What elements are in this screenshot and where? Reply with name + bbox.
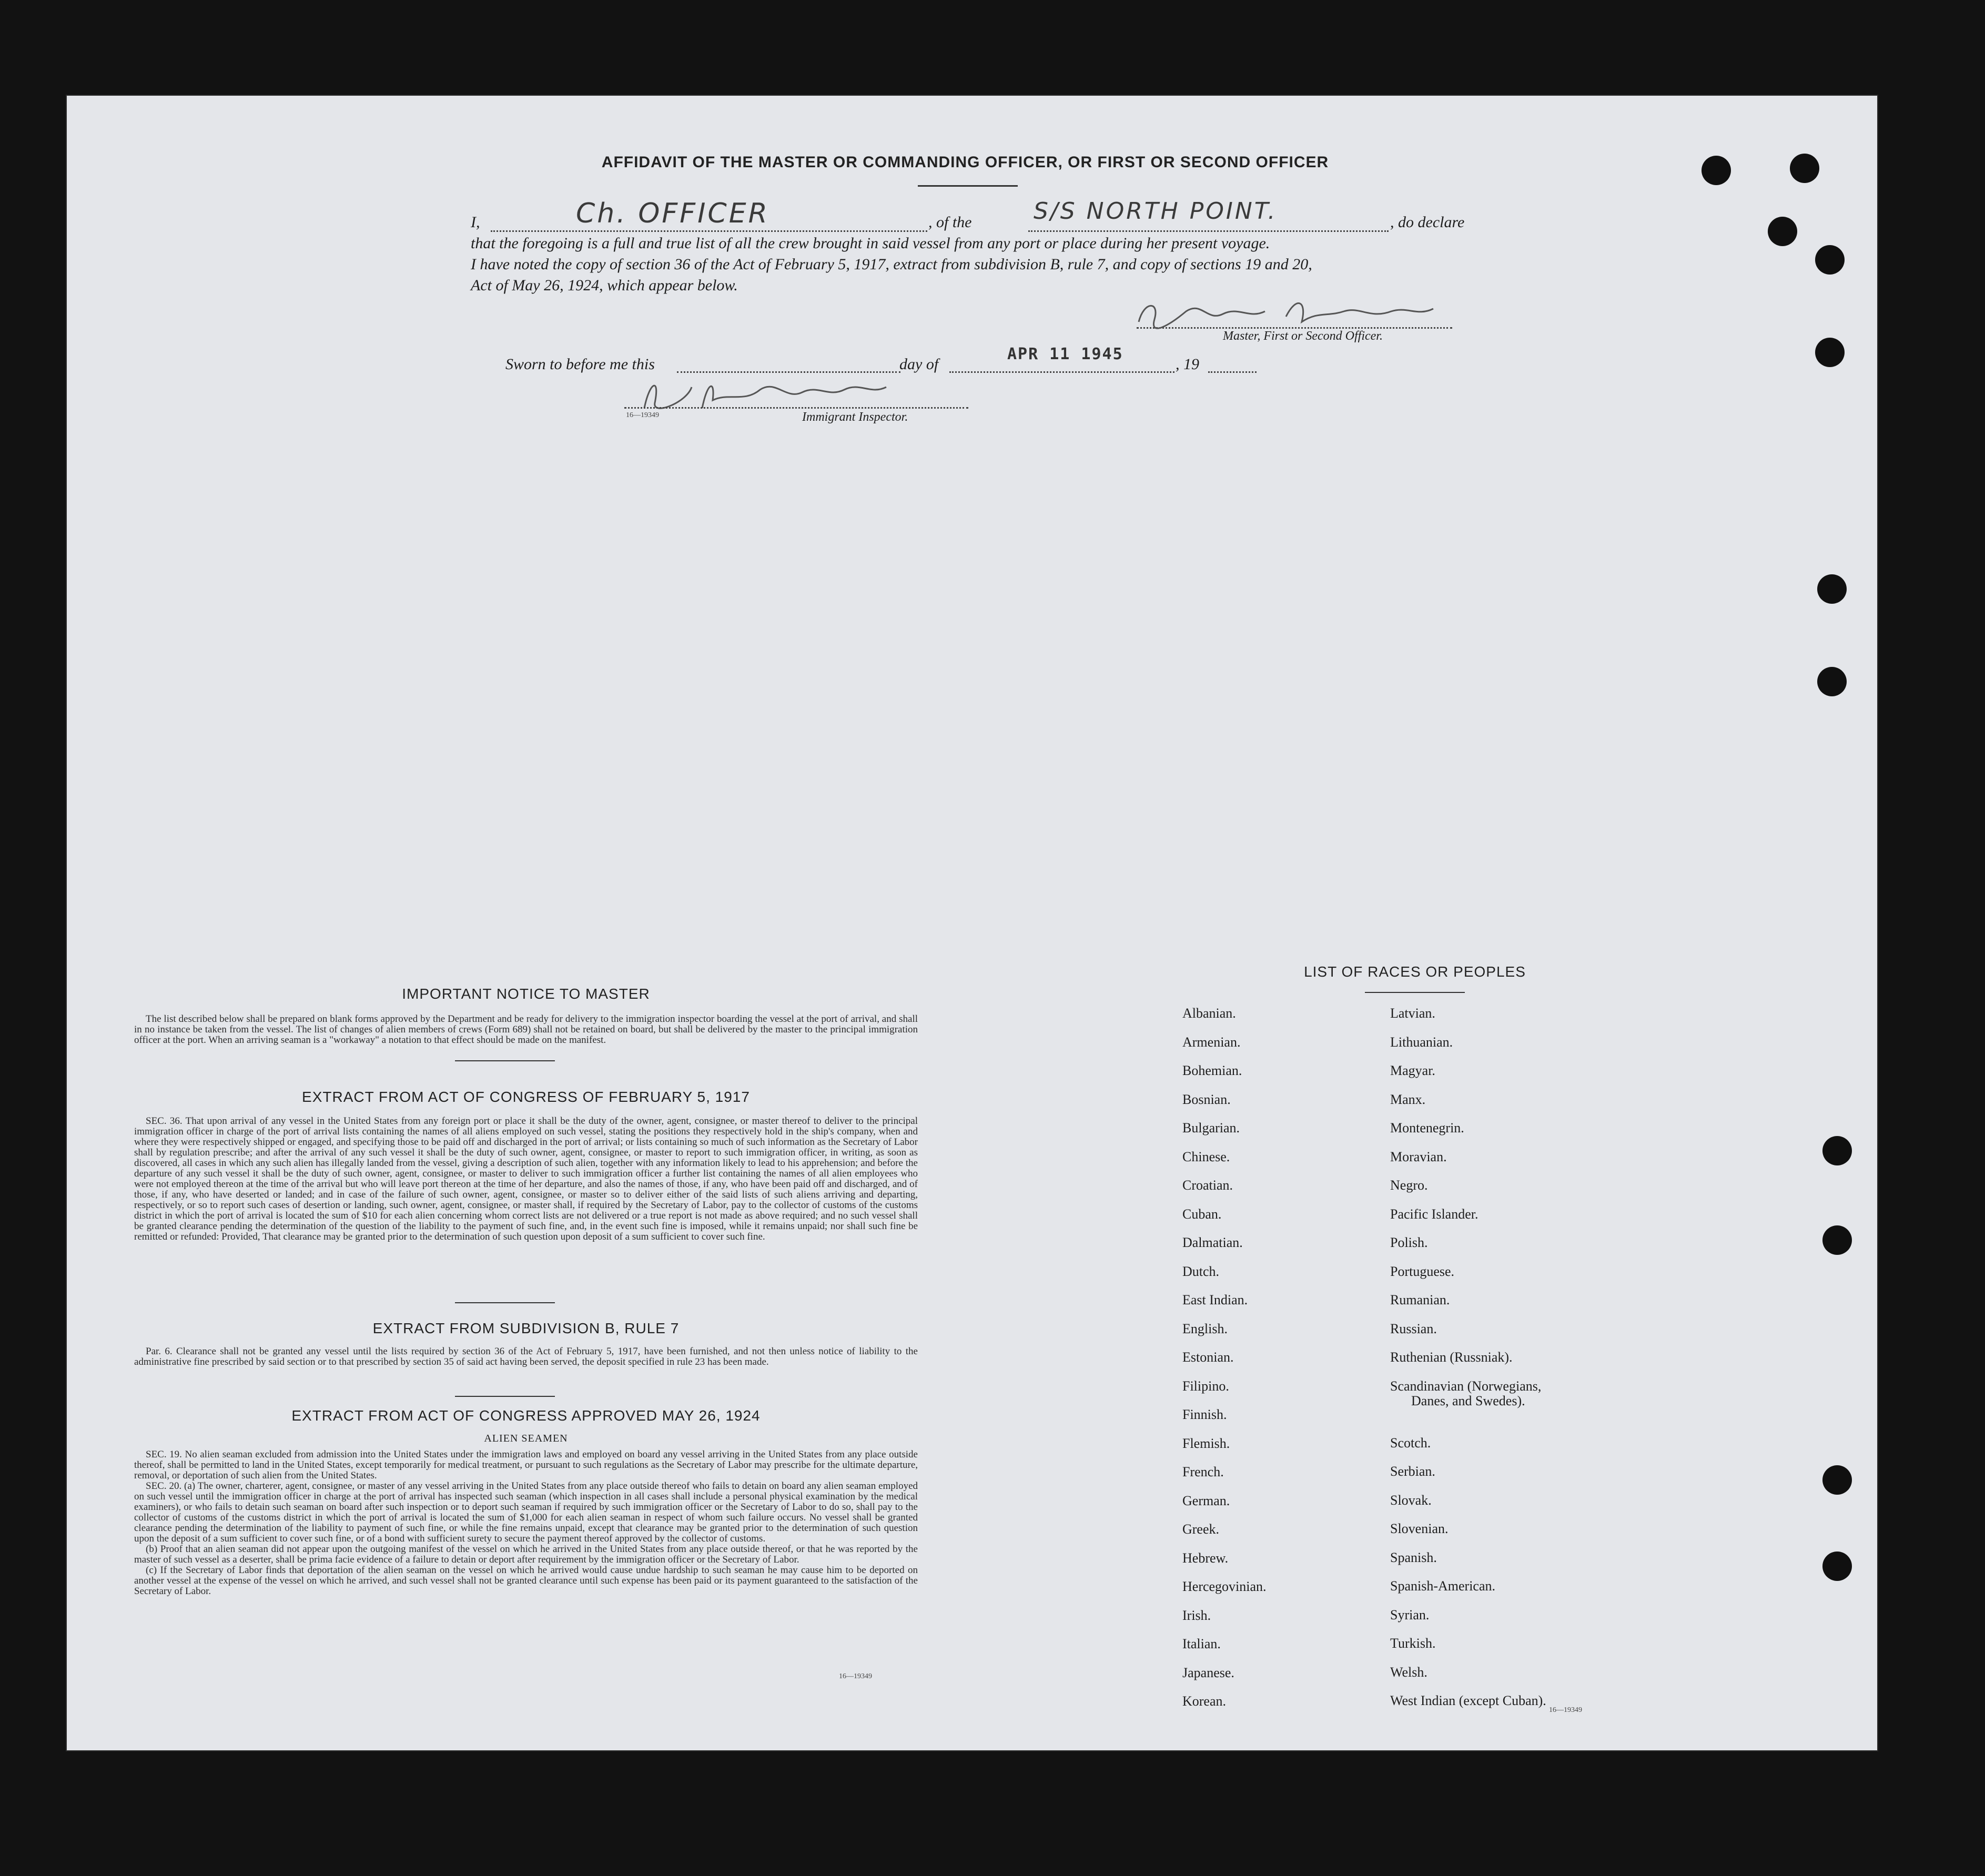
vessel-line <box>1028 230 1389 232</box>
races-form-number: 16—19349 <box>1549 1706 1582 1714</box>
inspector-caption: Immigrant Inspector. <box>802 410 908 424</box>
race-item: Finnish. <box>1182 1407 1227 1422</box>
rule-7-paragraph: Par. 6. Clearance shall not be granted any vessel until the lists required by section 36 of the Act of February 5, 1917, have been furnished, and not then unless notice of liability to the administrative fine prescribed by said section or to that prescribed by section 35 of said act having been served, the deposit specified in rule 23 has been made. <box>134 1346 918 1367</box>
section-20a-paragraph: SEC. 20. (a) The owner, charterer, agent, consignee, or master of any vessel arriving in the United States from any place outside thereof who fails to detain on board any alien seaman employed on such vessel until the immigration officer in charge at the port of arrival has inspected such seaman (which inspection in all cases shall include a personal physical examination by the medical examiners), or who fails to detain such seaman on board after such inspection or to deport such seaman if required by such immigration officer or the Secretary of Labor to do so, shall pay to the collector of customs of the customs district in which the port of arrival is located the sum of $1,000 for each alien seaman in respect of whom such failure occurs. No vessel shall be granted clearance pending the determination of the liability to payment of such fine, or while the fine remains unpaid, except that clearance may be granted prior to the determination of such question upon the deposit of a sum sufficient to cover such fine, or of a bond with sufficient surety to secure the payment thereof approved by the collector of customs. <box>134 1480 918 1544</box>
race-item: French. <box>1182 1464 1224 1479</box>
race-item: Ruthenian (Russniak). <box>1390 1350 1513 1365</box>
race-item: Bosnian. <box>1182 1091 1231 1107</box>
race-item: Serbian. <box>1390 1464 1435 1479</box>
race-item: Croatian. <box>1182 1178 1233 1193</box>
punch-hole <box>1815 245 1845 275</box>
race-item: Spanish. <box>1390 1549 1437 1565</box>
race-item: East Indian. <box>1182 1292 1248 1307</box>
race-item: Estonian. <box>1182 1350 1234 1365</box>
master-caption: Master, First or Second Officer. <box>1223 329 1383 343</box>
extract-1917-text <box>134 1116 918 1242</box>
alien-seamen-subtitle: ALIEN SEAMEN <box>484 1433 568 1444</box>
race-item: Irish. <box>1182 1607 1211 1623</box>
race-item: Magyar. <box>1390 1063 1435 1078</box>
race-item: Bohemian. <box>1182 1063 1242 1078</box>
races-title: LIST OF RACES OR PEOPLES <box>1304 964 1526 980</box>
race-item: Italian. <box>1182 1636 1221 1651</box>
affidavit-line-3: I have noted the copy of section 36 of the Act of February 5, 1917, extract from subdivision B, rule 7, and copy of sections 19 and 20, <box>471 256 1312 273</box>
punch-hole <box>1822 1465 1852 1495</box>
divider <box>455 1060 555 1061</box>
race-item-line: Scandinavian (Norwegians, <box>1390 1378 1542 1394</box>
race-item: Cuban. <box>1182 1206 1222 1222</box>
race-item: Manx. <box>1390 1091 1426 1107</box>
affidavit-line-4: Act of May 26, 1924, which appear below. <box>471 277 738 294</box>
race-item: Armenian. <box>1182 1034 1241 1050</box>
race-item: German. <box>1182 1493 1230 1508</box>
extract-rule-7-title: EXTRACT FROM SUBDIVISION B, RULE 7 <box>372 1320 680 1336</box>
race-item: Flemish. <box>1182 1435 1230 1451</box>
year-line <box>1208 371 1257 373</box>
year-label: , 19 <box>1176 356 1199 373</box>
extract-rule-7-text <box>134 1346 918 1367</box>
race-item-line: Danes, and Swedes). <box>1411 1393 1525 1408</box>
punch-hole <box>1790 154 1819 183</box>
punch-hole <box>1822 1225 1852 1255</box>
punch-hole <box>1817 667 1847 696</box>
race-item: Hebrew. <box>1182 1550 1229 1566</box>
vessel-name-handwritten: S/S NORTH POINT. <box>1034 198 1278 225</box>
divider <box>918 185 1018 187</box>
sworn-month-line <box>949 371 1174 373</box>
race-item: Rumanian. <box>1390 1292 1450 1307</box>
divider <box>455 1302 555 1303</box>
race-item: Lithuanian. <box>1390 1034 1453 1050</box>
race-item: Latvian. <box>1390 1006 1435 1021</box>
race-item: Scotch. <box>1390 1435 1431 1451</box>
race-item: Turkish. <box>1390 1636 1436 1651</box>
races-right-column <box>1390 999 1653 1716</box>
race-item: Negro. <box>1390 1178 1428 1193</box>
of-the-label: , of the <box>928 214 972 231</box>
race-item: Syrian. <box>1390 1607 1430 1623</box>
master-signature <box>1128 296 1444 332</box>
divider <box>455 1396 555 1397</box>
race-item: Chinese. <box>1182 1149 1230 1164</box>
do-declare-label: , do declare <box>1390 214 1465 231</box>
section-36-paragraph: SEC. 36. That upon arrival of any vessel in the United States from any foreign port or place it shall be the duty of the owner, agent, consignee, or master thereof to deliver to the principal immigration officer in charge of the port of arrival lists containing the names of all aliens employed on such vessel, stating the positions they respectively hold in the ship's company, when and where they were respectively shipped or engaged, and specifying those to be paid off and discharged in the port of arrival; or lists containing so much of such information as the Secretary of Labor shall by regulation prescribe; and after the arrival of any such vessel it shall be the duty of such owner, agent, consignee, or master to report to such immigration officer, in writing, as soon as discovered, all cases in which any such alien has illegally landed from the vessel, giving a description of such alien, together with any information likely to lead to his apprehension; and before the departure of any such vessel it shall be the duty of such owner, agent, consignee, or master to deliver to such immigration officer a further list containing the names of all alien employees who were not employed thereon at the time of the arrival but who will leave port thereon at the time of her departure, and also the names of those, if any, who have been paid off and discharged, and of those, if any, who have deserted or landed; and in case of the failure of such owner, agent, consignee, or master so to deliver either of the said lists of such aliens arriving and departing, respectively, or so to report such cases of desertion or landing, such owner, agent, consignee, or master shall, if required by the Secretary of Labor, pay to the collector of customs of the customs district in which the port of arrival is located the sum of $10 for each alien concerning whom correct lists are not delivered or a true report is not made as above required; and no such vessel shall be granted clearance pending the determination of the question of the liability to the payment of such fine, and, in the event such fine is imposed, while it remains unpaid; nor shall such fine be remitted or refunded: Provided, That clearance may be granted prior to the determination of such question upon deposit of a sum sufficient to cover such fine. <box>134 1116 918 1242</box>
notice-form-number: 16—19349 <box>839 1672 872 1680</box>
document-page <box>66 95 1878 1751</box>
race-item: Dalmatian. <box>1182 1235 1243 1250</box>
races-left-column <box>1182 999 1372 1716</box>
race-item: Spanish-American. <box>1390 1578 1496 1594</box>
race-item: English. <box>1182 1321 1228 1336</box>
race-item-scandinavian <box>1390 1372 1653 1429</box>
race-item: Slovak. <box>1390 1492 1432 1508</box>
inspector-signature-line <box>624 407 968 409</box>
punch-hole <box>1815 338 1845 367</box>
race-item: Dutch. <box>1182 1263 1220 1279</box>
race-item: Korean. <box>1182 1694 1227 1709</box>
section-19-paragraph: SEC. 19. No alien seaman excluded from admission into the United States under the immigration laws and employed on board any vessel arriving in the United States from any place outside thereof, shall be permitted to land in the United States, except temporarily for medical treatment, or pursuant to such regulations as the Secretary of Labor may prescribe for the ultimate departure, removal, or deportation of such alien from the United States. <box>134 1449 918 1481</box>
notice-text <box>134 1014 918 1046</box>
affidavit-form-number: 16—19349 <box>626 411 659 419</box>
race-item: Slovenian. <box>1390 1521 1449 1536</box>
race-item: Pacific Islander. <box>1390 1206 1478 1222</box>
notice-paragraph: The list described below shall be prepared on blank forms approved by the Department and be ready for delivery to the immigration inspector boarding the vessel at the port of arrival, and shall in no instance be taken from the vessel. The list of changes of alien members of crews (Form 689) shall not be retained on board, but shall be delivered by the master to the principal immigration officer at the port. When an arriving seaman is a "workaway" a notation to that effect should be made on the manifest. <box>134 1013 918 1046</box>
race-item: Russian. <box>1390 1321 1437 1336</box>
punch-hole <box>1822 1551 1852 1581</box>
extract-1924-title: EXTRACT FROM ACT OF CONGRESS APPROVED MAY 26, 1924 <box>291 1407 761 1424</box>
race-item: Bulgarian. <box>1182 1120 1240 1135</box>
race-item: Welsh. <box>1390 1664 1427 1680</box>
punch-hole <box>1768 217 1797 246</box>
punch-hole <box>1702 156 1731 185</box>
race-item: West Indian (except Cuban). <box>1390 1693 1546 1708</box>
punch-hole <box>1822 1136 1852 1165</box>
i-label: I, <box>471 214 480 231</box>
race-item: Japanese. <box>1182 1665 1234 1680</box>
affidavit-line-2: that the foregoing is a full and true list of all the crew brought in said vessel from any port or place during her present voyage. <box>471 235 1270 252</box>
day-of-label: day of <box>899 356 939 373</box>
affidavit-title: AFFIDAVIT OF THE MASTER OR COMMANDING OFFICER, OR FIRST OR SECOND OFFICER <box>601 154 1329 171</box>
race-item: Polish. <box>1390 1235 1428 1250</box>
date-stamp: APR 11 1945 <box>1007 345 1123 363</box>
sworn-label: Sworn to before me this <box>505 356 655 373</box>
race-item: Hercegovinian. <box>1182 1579 1267 1594</box>
officer-rank-line <box>491 230 927 232</box>
punch-hole <box>1817 574 1847 604</box>
divider <box>1365 992 1465 993</box>
section-20b-paragraph: (b) Proof that an alien seaman did not appear upon the outgoing manifest of the vessel on which he arrived in the United States from any place outside thereof, or that he was reported by the master of such vessel as a deserter, shall be prima facie evidence of a failure to detain or deport after requirement by the immigration officer or the Secretary of Labor. <box>134 1544 918 1565</box>
race-item: Filipino. <box>1182 1378 1229 1394</box>
extract-1924-text <box>134 1449 918 1597</box>
notice-title: IMPORTANT NOTICE TO MASTER <box>402 986 650 1002</box>
race-item: Albanian. <box>1182 1006 1236 1021</box>
officer-rank-handwritten: Ch. OFFICER <box>576 198 769 229</box>
race-item: Greek. <box>1182 1522 1220 1537</box>
extract-1917-title: EXTRACT FROM ACT OF CONGRESS OF FEBRUARY 5, 1917 <box>302 1089 750 1105</box>
section-20c-paragraph: (c) If the Secretary of Labor finds that deportation of the alien seaman on the vessel on which he arrived would cause undue hardship to such seaman he may cause him to be deported on another vessel at the expense of the vessel on which he arrived, and such vessel shall not be granted clearance until such expense has been paid or its payment guaranteed to the satisfaction of the Secretary of Labor. <box>134 1565 918 1597</box>
race-item: Portuguese. <box>1390 1263 1455 1279</box>
race-item: Moravian. <box>1390 1149 1447 1164</box>
race-item: Montenegrin. <box>1390 1120 1464 1135</box>
